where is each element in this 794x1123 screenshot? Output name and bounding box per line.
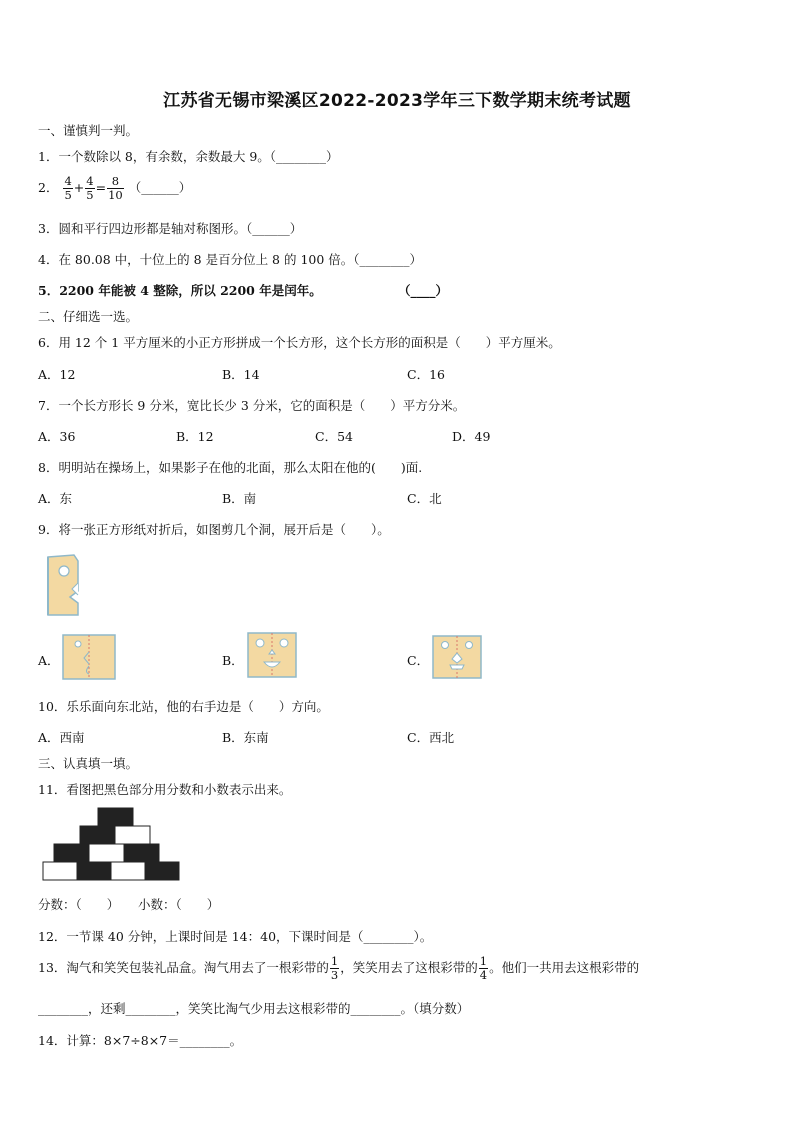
option-c: C．54 xyxy=(315,429,353,444)
fraction-denominator: 5 xyxy=(86,188,94,202)
section-heading-2: 二、仔细选一选。 xyxy=(38,309,139,324)
fraction-numerator: 4 xyxy=(64,174,72,188)
question-13 xyxy=(38,955,639,982)
question-13-line-2: ________，还剩________，笑笑比淘气少用去这根彩带的________。（填分数） xyxy=(38,1001,470,1016)
option-b: B．南 xyxy=(222,491,257,506)
plus-sign: + xyxy=(73,180,85,195)
question-5-blank: （____） xyxy=(398,283,449,298)
option-b-image xyxy=(247,632,297,678)
fraction-denominator: 10 xyxy=(108,188,123,202)
question-11-answer: 分数：（ ） 小数：（ ） xyxy=(38,897,220,912)
fraction-4-5-b xyxy=(85,175,94,202)
question-13-text-b: ，笑笑用去了这根彩带的 xyxy=(340,960,478,975)
option-a-label: A． xyxy=(38,653,60,668)
option-b: B．东南 xyxy=(222,730,269,745)
option-a: A．36 xyxy=(38,429,76,444)
page-title: 江苏省无锡市梁溪区2022-2023学年三下数学期末统考试题 xyxy=(163,91,631,111)
option-c-label: C． xyxy=(407,653,430,668)
answer-blank: （______） xyxy=(128,180,192,195)
option-d: D．49 xyxy=(452,429,491,444)
brick-pyramid-image xyxy=(41,807,181,881)
option-b-label: B． xyxy=(222,653,244,668)
fraction-4-5-a xyxy=(63,175,72,202)
option-b: B．14 xyxy=(222,367,260,382)
question-4: 4．在 80.08 中，十位上的 8 是百分位上 8 的 100 倍。（________） xyxy=(38,252,423,267)
folded-paper-image xyxy=(44,553,84,619)
option-a: A．西南 xyxy=(38,730,85,745)
option-a: A．12 xyxy=(38,367,76,382)
question-1: 1．一个数除以 8，有余数，余数最大 9。（________） xyxy=(38,149,339,164)
option-c: C．北 xyxy=(407,491,442,506)
section-heading-3: 三、认真填一填。 xyxy=(38,756,139,771)
fraction-numerator: 1 xyxy=(330,954,339,968)
question-9: 9．将一张正方形纸对折后，如图剪几个洞，展开后是（ ）。 xyxy=(38,522,390,537)
question-2 xyxy=(38,175,191,202)
question-8: 8．明明站在操场上，如果影子在他的北面，那么太阳在他的( )面. xyxy=(38,460,423,475)
option-a: A．东 xyxy=(38,491,73,506)
fraction-denominator: 3 xyxy=(330,968,339,982)
fraction-numerator: 4 xyxy=(86,174,94,188)
fraction-1-4 xyxy=(479,955,488,982)
question-13-text-a: 13．淘气和笑笑包装礼品盒。淘气用去了一根彩带的 xyxy=(38,960,329,975)
fraction-numerator: 8 xyxy=(107,175,124,189)
question-3: 3．圆和平行四边形都是轴对称图形。（______） xyxy=(38,221,303,236)
question-7: 7．一个长方形长 9 分米，宽比长少 3 分米，它的面积是（ ）平方分米。 xyxy=(38,398,466,413)
fraction-numerator: 1 xyxy=(479,954,488,968)
question-12: 12．一节课 40 分钟，上课时间是 14：40，下课时间是（________）。 xyxy=(38,929,433,944)
fraction-denominator: 4 xyxy=(479,968,488,982)
option-a-image xyxy=(62,634,116,680)
question-13-text-c: 。他们一共用去这根彩带的 xyxy=(489,960,640,975)
fraction-denominator: 5 xyxy=(64,188,72,202)
option-b: B．12 xyxy=(176,429,214,444)
question-10: 10．乐乐面向东北站，他的右手边是（ ）方向。 xyxy=(38,699,329,714)
fraction-1-3 xyxy=(330,955,339,982)
equals-sign: = xyxy=(95,180,107,195)
option-c: C．西北 xyxy=(407,730,455,745)
option-c-image xyxy=(432,635,482,679)
question-2-number: 2． xyxy=(38,180,59,195)
question-11: 11．看图把黑色部分用分数和小数表示出来。 xyxy=(38,782,292,797)
question-6: 6．用 12 个 1 平方厘米的小正方形拼成一个长方形，这个长方形的面积是（ ）平方厘米。 xyxy=(38,335,561,350)
fraction-8-10 xyxy=(107,175,124,202)
question-14: 14．计算：8×7÷8×7＝________。 xyxy=(38,1033,243,1048)
question-5: 5．2200 年能被 4 整除，所以 2200 年是闰年。 xyxy=(38,283,322,298)
option-c: C．16 xyxy=(407,367,445,382)
section-heading-1: 一、谨慎判一判。 xyxy=(38,123,139,138)
